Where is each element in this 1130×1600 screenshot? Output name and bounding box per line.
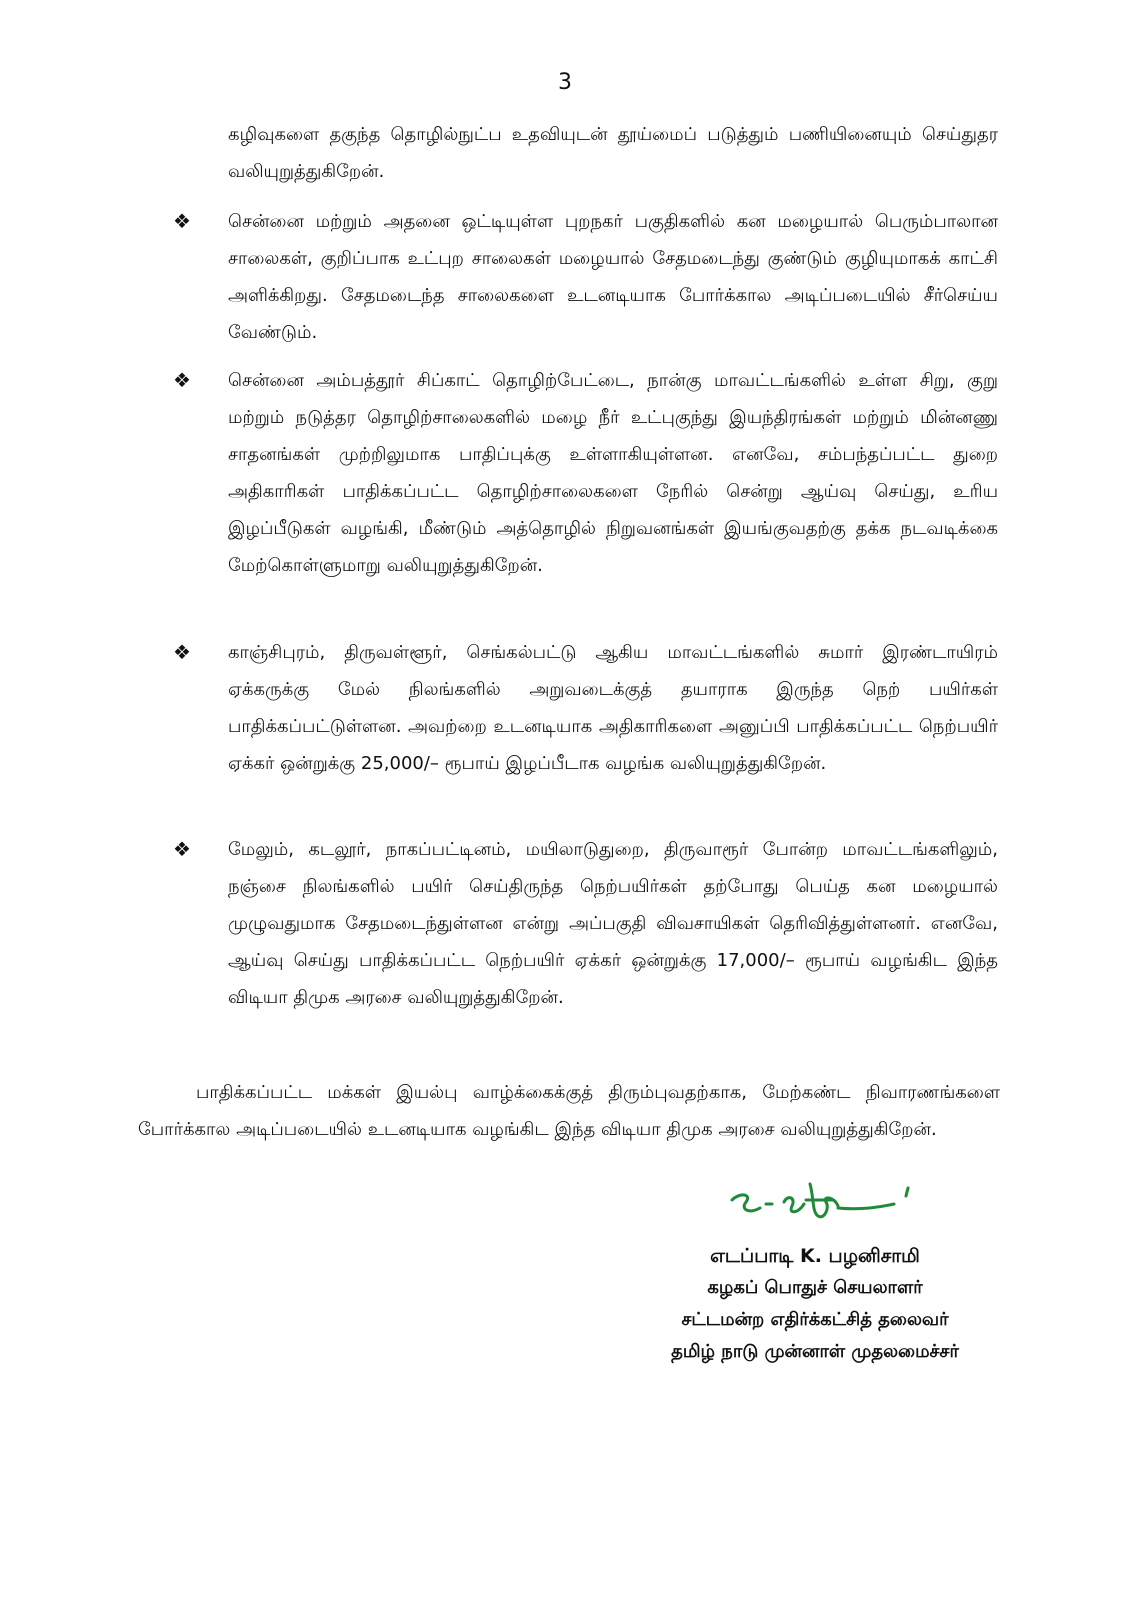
signatory-title-opposition-leader: சட்டமன்ற எதிர்க்கட்சித் தலைவர்: [681, 1309, 949, 1330]
signatory-title-general-secretary: கழகப் பொதுச் செயலாளர்: [707, 1277, 923, 1298]
bullet-item-roads: சென்னை மற்றும் அதனை ஒட்டியுள்ள புறநகர் பகுதிகளில் கன மழையால் பெரும்பாலான சாலைகள், குறிப்பாக உட்புற சாலைகள் மழையால் சேதமடைந்து குண்டும் குழியுமாகக் காட்சி அளிக்கிறது. சேதமடைந்த சாலைகளை உடனடியாக போர்க்கால அடிப்படையில் சீர்செய்ய வேண்டும்.: [228, 211, 998, 343]
bullet-item-industries: சென்னை அம்பத்தூர் சிப்காட் தொழிற்பேட்டை, நான்கு மாவட்டங்களில் உள்ள சிறு, குறு மற்றும் நடுத்தர தொழிற்சாலைகளில் மழை நீர் உட்புகுந்து இயந்திரங்கள் மற்றும் மின்னணு சாதனங்கள் முற்றிலுமாக பாதிப்புக்கு உள்ளாகியுள்ளன. எனவே, சம்பந்தப்பட்ட துறை அதிகாரிகள் பாதிக்கப்பட்ட தொழிற்சாலைகளை நேரில் சென்று ஆய்வு செய்து, உரிய இழப்பீடுகள் வழங்கி, மீண்டும் அத்தொழில் நிறுவனங்கள் இயங்குவதற்கு தக்க நடவடிக்கை மேற்கொள்ளுமாறு வலியுறுத்துகிறேன்.: [228, 370, 998, 576]
bullet-item-paddy-north: காஞ்சிபுரம், திருவள்ளூர், செங்கல்பட்டு ஆகிய மாவட்டங்களில் சுமார் இரண்டாயிரம் ஏக்கருக்கு மேல் நிலங்களில் அறுவடைக்குத் தயாராக இருந்த நெற் பயிர்கள் பாதிக்கப்பட்டுள்ளன. அவற்றை உடனடியாக அதிகாரிகளை அனுப்பி பாதிக்கப்பட்ட நெற்பயிர் ஏக்கர் ஒன்றுக்கு 25,000/– ரூபாய் இழப்பீடாக வழங்க வலியுறுத்துகிறேன்.: [228, 642, 998, 774]
signature-block: [620, 1240, 1010, 1368]
bullet-icon: ❖: [173, 640, 191, 664]
signatory-name: எடப்பாடி K. பழனிசாமி: [710, 1245, 920, 1267]
bullet-item-paddy-delta: மேலும், கடலூர், நாகப்பட்டினம், மயிலாடுதுறை, திருவாரூர் போன்ற மாவட்டங்களிலும், நஞ்சை நிலங்களில் பயிர் செய்திருந்த நெற்பயிர்கள் தற்போது பெய்த கன மழையால் முழுவதுமாக சேதமடைந்துள்ளன என்று அப்பகுதி விவசாயிகள் தெரிவித்துள்ளனர். எனவே, ஆய்வு செய்து பாதிக்கப்பட்ட நெற்பயிர் ஏக்கர் ஒன்றுக்கு 17,000/– ரூபாய் வழங்கிட இந்த விடியா திமுக அரசை வலியுறுத்துகிறேன்.: [228, 839, 998, 1008]
bullet-icon: ❖: [173, 837, 191, 861]
continuation-paragraph: கழிவுகளை தகுந்த தொழில்நுட்ப உதவியுடன் தூய்மைப் படுத்தும் பணியினையும் செய்துதர வலியுறுத்துகிறேன்.: [228, 124, 998, 182]
page-number: 3: [558, 70, 572, 95]
handwritten-signature: [726, 1178, 916, 1238]
bullet-icon: ❖: [173, 368, 191, 392]
bullet-icon: ❖: [173, 209, 191, 233]
closing-paragraph: பாதிக்கப்பட்ட மக்கள் இயல்பு வாழ்க்கைக்குத் திரும்புவதற்காக, மேற்கண்ட நிவாரணங்களை போர்க்கால அடிப்படையில் உடனடியாக வழங்கிட இந்த விடியா திமுக அரசை வலியுறுத்துகிறேன்.: [138, 1082, 1000, 1140]
signatory-title-former-cm: தமிழ் நாடு முன்னாள் முதலமைச்சர்: [671, 1341, 959, 1362]
